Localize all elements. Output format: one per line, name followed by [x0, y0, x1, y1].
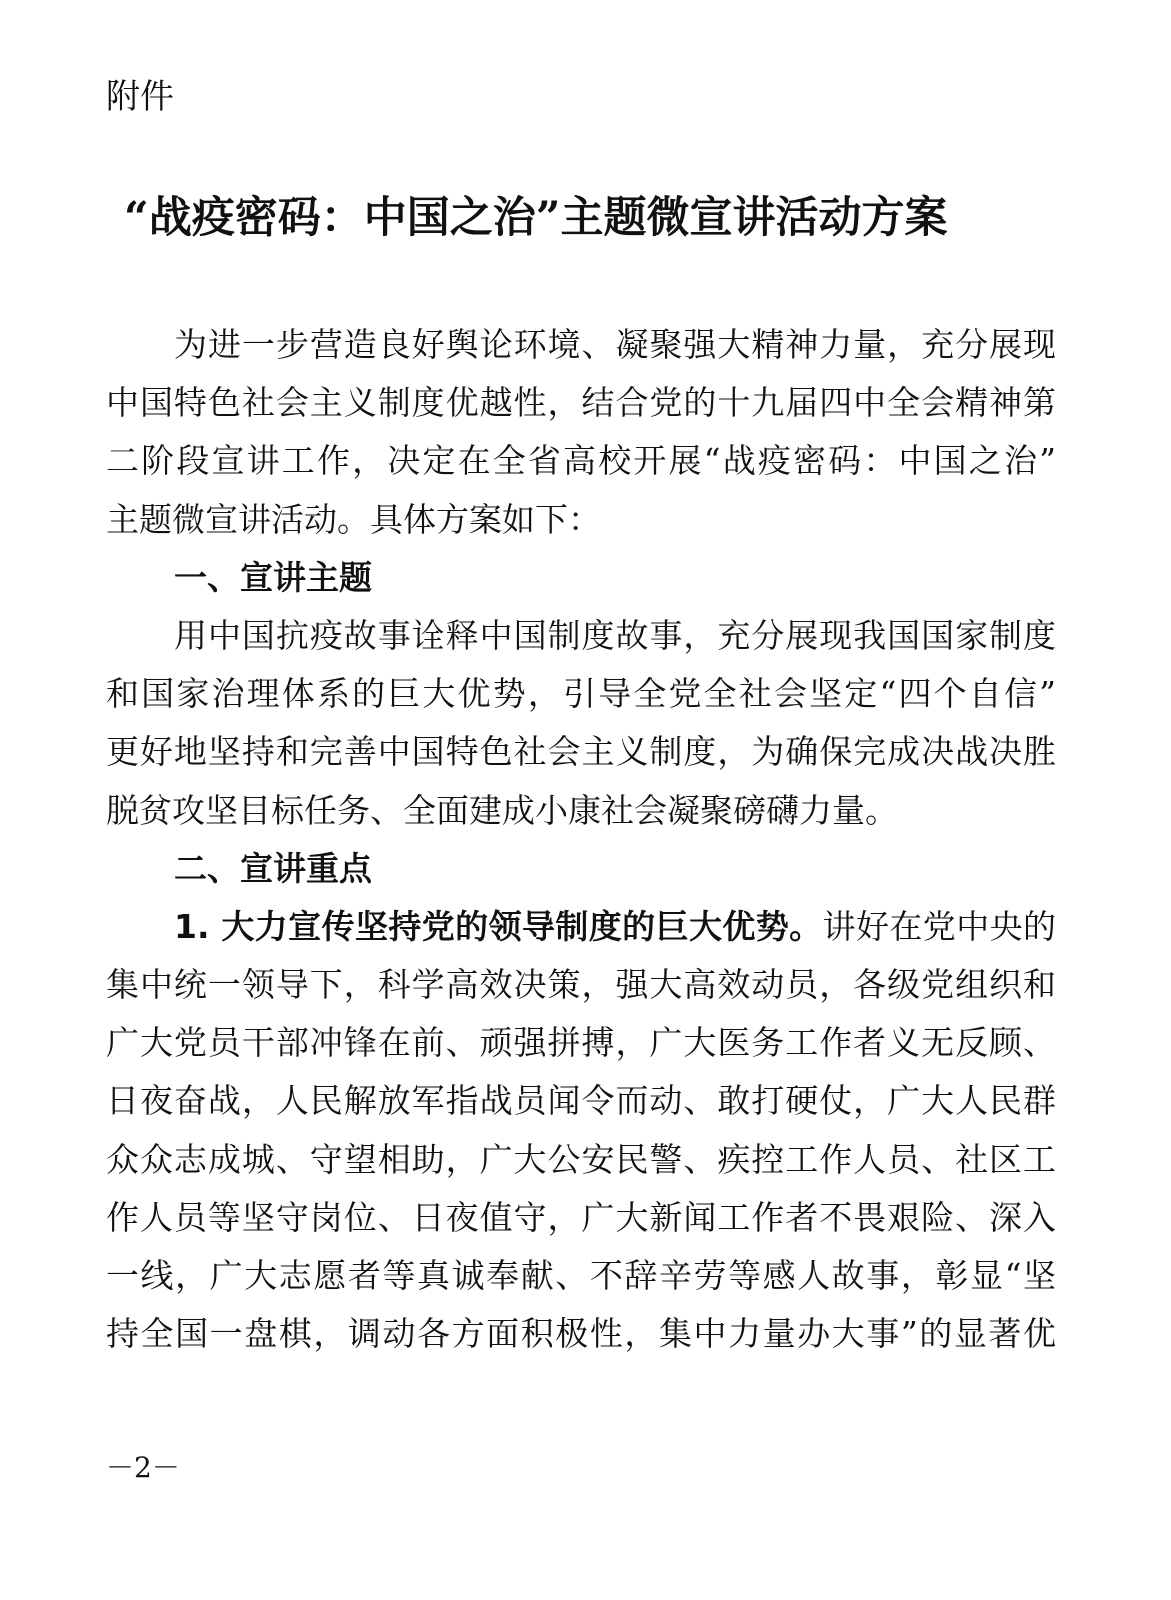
intro-line: 二阶段宣讲工作，决定在全省高校开展“战疫密码：中国之治”: [106, 441, 1056, 481]
point1-line: 广大党员干部冲锋在前、顽强拼搏，广大医务工作者义无反顾、: [106, 1023, 1056, 1063]
point1-line: 一线，广大志愿者等真诚奉献、不辞辛劳等感人故事，彰显“坚: [106, 1256, 1056, 1295]
point1-line: 众众志成城、守望相助，广大公安民警、疾控工作人员、社区工: [106, 1139, 1056, 1179]
document-body: [106, 316, 1056, 1363]
point1-first-rest: 讲好在党中央的: [822, 906, 1056, 946]
point1-line: 日夜奋战，人民解放军指战员闻令而动、敢打硬仗，广大人民群: [106, 1081, 1056, 1121]
document-title: “战疫密码：中国之治”主题微宣讲活动方案: [124, 193, 948, 243]
attachment-label: 附件: [106, 77, 174, 117]
intro-line: 中国特色社会主义制度优越性，结合党的十九届四中全会精神第: [106, 383, 1056, 423]
page-number: －2－: [106, 1451, 180, 1484]
section1-line: 用中国抗疫故事诠释中国制度故事，充分展现我国国家制度: [174, 615, 1056, 655]
section1-line: 更好地坚持和完善中国特色社会主义制度，为确保完成决战决胜: [106, 732, 1056, 772]
intro-line: 为进一步营造良好舆论环境、凝聚强大精神力量，充分展现: [174, 325, 1056, 364]
section-heading-focus: 二、宣讲重点: [174, 848, 372, 888]
point1-bold-lead: 1. 大力宣传坚持党的领导制度的巨大优势。: [174, 906, 823, 946]
point1-line: 集中统一领导下，科学高效决策，强大高效动员，各级党组织和: [106, 965, 1056, 1005]
section1-line: 和国家治理体系的巨大优势，引导全党全社会坚定“四个自信”: [106, 674, 1056, 714]
section1-line: 脱贫攻坚目标任务、全面建成小康社会凝聚磅礴力量。: [106, 790, 898, 830]
section-heading-theme: 一、宣讲主题: [174, 557, 372, 597]
point1-line: 作人员等坚守岗位、日夜值守，广大新闻工作者不畏艰险、深入: [106, 1197, 1056, 1237]
point1-first-line: [106, 898, 1056, 956]
point1-line: 持全国一盘棋，调动各方面积极性，集中力量办大事”的显著优: [106, 1314, 1056, 1354]
intro-line: 主题微宣讲活动。具体方案如下：: [106, 499, 601, 539]
